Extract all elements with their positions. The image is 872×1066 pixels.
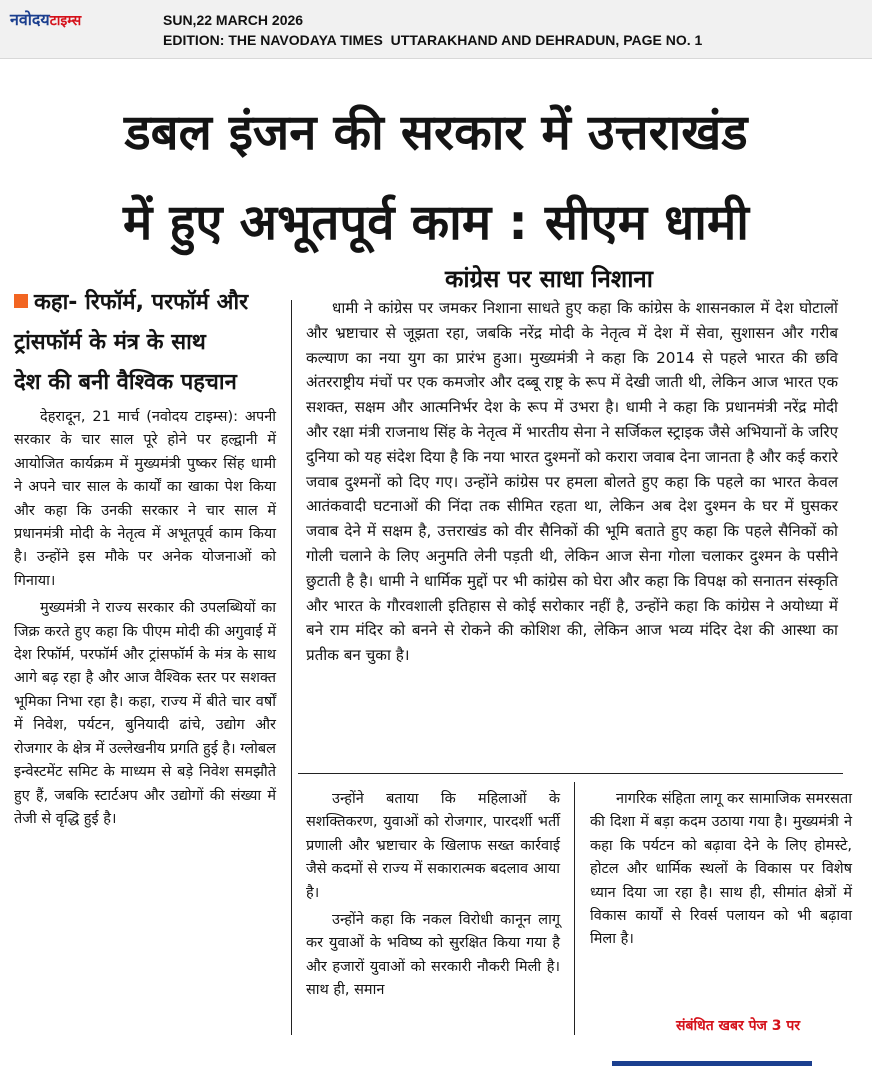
column-divider-left: [291, 300, 292, 1035]
main-paragraph: धामी ने कांग्रेस पर जमकर निशाना साधते हुए कहा कि कांग्रेस के शासनकाल में देश घोटालों और भ्रष्टाचार से जूझता रहा, जबकि नरेंद्र मोदी के नेतृत्व में देश में सेवा, सुशासन और गरीब कल्याण का नया युग का प्रारंभ हुआ। मुख्यमंत्री ने कहा कि 2014 से पहले भारत की छवि अंतरराष्ट्रीय मंचों पर एक कमजोर और दब्बू राष्ट्र के रूप में देखी जाती थी, लेकिन आज भारत एक सशक्त, सक्षम और आत्मनिर्भर देश के रूप में उभरा है। धामी ने कहा कि प्रधानमंत्री नरेंद्र मोदी और रक्षा मंत्री राजनाथ सिंह के नेतृत्व में भारतीय सेना ने सर्जिकल स्ट्राइक जैसे अभियानों के जरिए दुनिया को यह संदेश दिया है कि नया भारत दुश्मनों को करारा जवाब देना जानता है और कई करारे जवाब दुश्मनों को दिए गए। उन्होंने कांग्रेस पर हमला बोलते हुए कहा कि पहले का भारत केवल आतंकवादी घटनाओं की निंदा तक सीमित रहता था, लेकिन अब देश दुश्मन के घर में घुसकर जवाब देने में सक्षम है, उत्तराखंड को वीर सैनिकों की भूमि बताते हुए कहा कि पहले सैनिकों को गोली चलाने के लिए अनुमति लेनी पड़ती थी, लेकिन आज सेना गोला चलाकर दुश्मन के पसीने छुटाती है है। धामी ने धार्मिक मुद्दों पर भी कांग्रेस को घेरा और कहा कि विपक्ष को सनातन संस्कृति और भारत के गौरवशाली इतिहास से कोई सरोकार नहीं है, उन्होंने कहा कि कांग्रेस ने अयोध्या में बने राम मंदिर को बनने से रोकने की कोशिश की, लेकिन आज भव्य मंदिर देश की आस्था का प्रतीक बन चुका है।: [306, 299, 838, 665]
edition-info: [163, 10, 702, 50]
main-column: [306, 296, 838, 668]
logo-part2: टाइम्स: [49, 13, 82, 29]
page-header: [0, 0, 872, 59]
logo-part1: नवोदय: [10, 10, 50, 29]
left-paragraph-2: मुख्यमंत्री ने राज्य सरकार की उपलब्धियों का जिक्र करते हुए कहा कि पीएम मोदी की अगुवाई में देश रिफॉर्म, परफॉर्म और ट्रांसफॉर्म के मंत्र के साथ आगे बढ़ रहा है और आज वैश्विक स्तर पर सशक्त भूमिका निभा रहा है। कहा, राज्य में बीते चार वर्षों में निवेश, पर्यटन, बुनियादी ढांचे, उद्योग और रोजगार के क्षेत्र में उल्लेखनीय प्रगति हुई है। ग्लोबल इन्वेस्टमेंट समिट के माध्यम से बड़े निवेश समझौते हुए हैं, जबकि स्टार्टअप और उद्योगों की संख्या में तेजी से वृद्धि हुई है।: [14, 600, 276, 827]
left-paragraph-1: देहरादून, 21 मार्च (नवोदय टाइम्स): अपनी सरकार के चार साल पूरे होने पर हल्द्वानी में आयोजित कार्यक्रम में मुख्यमंत्री पुष्कर सिंह धामी ने अपने चार साल के कार्यों का खाका पेश किया और कहा कि उनकी सरकार ने चार साल में प्रधानमंत्री मोदी के नेतृत्व में अभूतपूर्व काम किया है। उन्होंने इस मौके पर अनेक योजनाओं को गिनाया।: [14, 409, 276, 589]
headline: [0, 88, 872, 268]
lower1-paragraph-1: उन्होंने बताया कि महिलाओं के सशक्तिकरण, युवाओं को रोजगार, पारदर्शी भर्ती प्रणाली और भ्रष्टाचार के खिलाफ सख्त कार्रवाई जैसे कदमों से राज्य में सकारात्मक बदलाव आया है।: [306, 791, 560, 901]
lower-column-2: [590, 788, 852, 952]
bullet-square-icon: [14, 294, 28, 308]
lower-column-1: [306, 788, 560, 1003]
kicker-line-2: ट्रांसफॉर्म के मंत्र के साथ: [14, 330, 206, 355]
headline-line-2: में हुए अभूतपूर्व काम : सीएम धामी: [123, 194, 749, 251]
lower2-paragraph-1: नागरिक संहिता लागू कर सामाजिक समरसता की दिशा में बड़ा कदम उठाया गया है। मुख्यमंत्री ने कहा कि पर्यटन को बढ़ावा देने के लिए होमस्टे, होटल और धार्मिक स्थलों के विकास पर विशेष ध्यान दिया जा रहा है। साथ ही, सीमांत क्षेत्रों में विकास कार्यों से रिवर्स पलायन को भी बढ़ावा मिला है।: [590, 791, 852, 948]
left-column: [14, 406, 276, 831]
kicker: [14, 283, 286, 403]
edition-name: EDITION: THE NAVODAYA TIMES UTTARAKHAND AND DEHRADUN, PAGE NO. 1: [163, 32, 703, 48]
section-divider: [298, 773, 843, 774]
edition-date: SUN,22 MARCH 2026: [163, 12, 304, 28]
kicker-line-1: कहा- रिफॉर्म, परफॉर्म और: [34, 290, 249, 315]
subheading: कांग्रेस पर साधा निशाना: [445, 265, 653, 293]
related-news-link[interactable]: संबंधित खबर पेज 3 पर: [676, 1018, 801, 1034]
column-divider-lower: [574, 782, 575, 1035]
kicker-line-3: देश की बनी वैश्विक पहचान: [14, 370, 237, 395]
newspaper-logo: [10, 8, 81, 30]
bottom-blue-band: [612, 1061, 812, 1066]
lower1-paragraph-2: उन्होंने कहा कि नकल विरोधी कानून लागू कर युवाओं के भविष्य को सुरक्षित किया गया है और हजारों युवाओं को सरकारी नौकरी मिली है। साथ ही, समान: [306, 912, 560, 999]
headline-line-1: डबल इंजन की सरकार में उत्तराखंड: [124, 104, 748, 161]
